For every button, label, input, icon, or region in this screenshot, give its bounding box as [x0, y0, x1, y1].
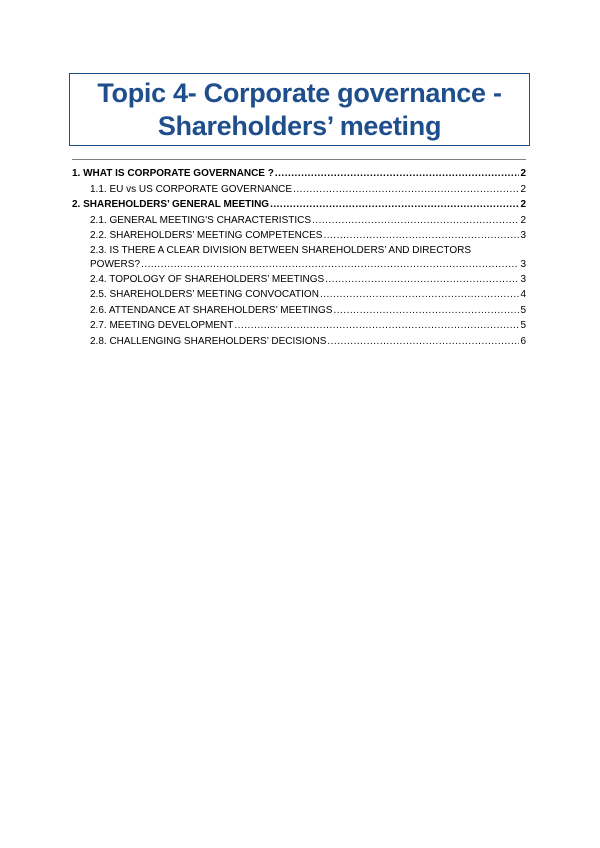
- toc-page-number: 2: [520, 199, 526, 210]
- toc-entry-1[interactable]: [72, 166, 526, 182]
- table-of-contents: [72, 166, 526, 349]
- toc-entry-2-3[interactable]: [72, 244, 526, 272]
- toc-leader-dots: [312, 213, 519, 229]
- toc-leader-dots: [293, 182, 519, 198]
- toc-entry-text: 1.1. EU vs US CORPORATE GOVERNANCE: [90, 183, 293, 195]
- toc-entry-2-5[interactable]: [72, 287, 526, 303]
- toc-entry-text: 2.7. MEETING DEVELOPMENT: [90, 320, 234, 331]
- toc-entry-text-line-1: 2.3. IS THERE A CLEAR DIVISION BETWEEN SHAREHOLDERS’ AND DIRECTORS: [90, 244, 472, 256]
- toc-divider: [72, 159, 526, 160]
- toc-entry-text: 1. WHAT IS CORPORATE GOVERNANCE ?: [72, 168, 274, 179]
- toc-entry-1-1[interactable]: [72, 182, 526, 198]
- toc-page-number: 6: [520, 335, 526, 347]
- document-title-line-2: Shareholders’ meeting: [157, 110, 442, 141]
- toc-leader-dots: [333, 303, 519, 319]
- toc-page-number: 2: [520, 214, 526, 226]
- toc-page-number: 3: [520, 258, 526, 270]
- toc-leader-dots: [234, 318, 519, 334]
- toc-leader-dots: [325, 272, 519, 288]
- toc-entry-text: 2.5. SHAREHOLDERS’ MEETING CONVOCATION: [90, 289, 319, 300]
- toc-leader-dots: [320, 287, 520, 303]
- toc-entry-text-line-2: POWERS?: [90, 258, 141, 270]
- toc-page-number: 2: [520, 168, 526, 179]
- toc-entry-text: 2.4. TOPOLOGY OF SHAREHOLDERS’ MEETINGS: [90, 273, 325, 285]
- document-title-box: [69, 73, 530, 146]
- toc-entry-text: 2.6. ATTENDANCE AT SHAREHOLDERS’ MEETINGS: [90, 304, 333, 316]
- toc-entry-text: 2.8. CHALLENGING SHAREHOLDERS’ DECISIONS: [90, 335, 327, 347]
- toc-page-number: 5: [520, 304, 526, 316]
- toc-entry-2-4[interactable]: [72, 272, 526, 288]
- toc-page-number: 4: [520, 289, 526, 300]
- toc-page-number: 2: [520, 183, 526, 195]
- toc-entry-text: 2.1. GENERAL MEETING'S CHARACTERISTICS: [90, 214, 312, 226]
- toc-leader-dots: [270, 197, 519, 213]
- toc-entry-text: 2. SHAREHOLDERS’ GENERAL MEETING: [72, 199, 270, 210]
- toc-entry-text: 2.2. SHAREHOLDERS’ MEETING COMPETENCES: [90, 230, 323, 241]
- toc-leader-dots: [327, 334, 519, 350]
- toc-leader-dots: [275, 166, 520, 182]
- toc-entry-2-1[interactable]: [72, 213, 526, 229]
- toc-entry-2-2[interactable]: [72, 228, 526, 244]
- toc-entry-2-7[interactable]: [72, 318, 526, 334]
- toc-page-number: 3: [520, 273, 526, 285]
- toc-leader-dots: [141, 258, 519, 272]
- toc-entry-2[interactable]: [72, 197, 526, 213]
- toc-entry-2-6[interactable]: [72, 303, 526, 319]
- toc-leader-dots: [323, 228, 519, 244]
- toc-page-number: 3: [520, 230, 526, 241]
- toc-page-number: 5: [520, 320, 526, 331]
- toc-entry-2-8[interactable]: [72, 334, 526, 350]
- document-title-line-1: Topic 4- Corporate governance -: [97, 77, 502, 108]
